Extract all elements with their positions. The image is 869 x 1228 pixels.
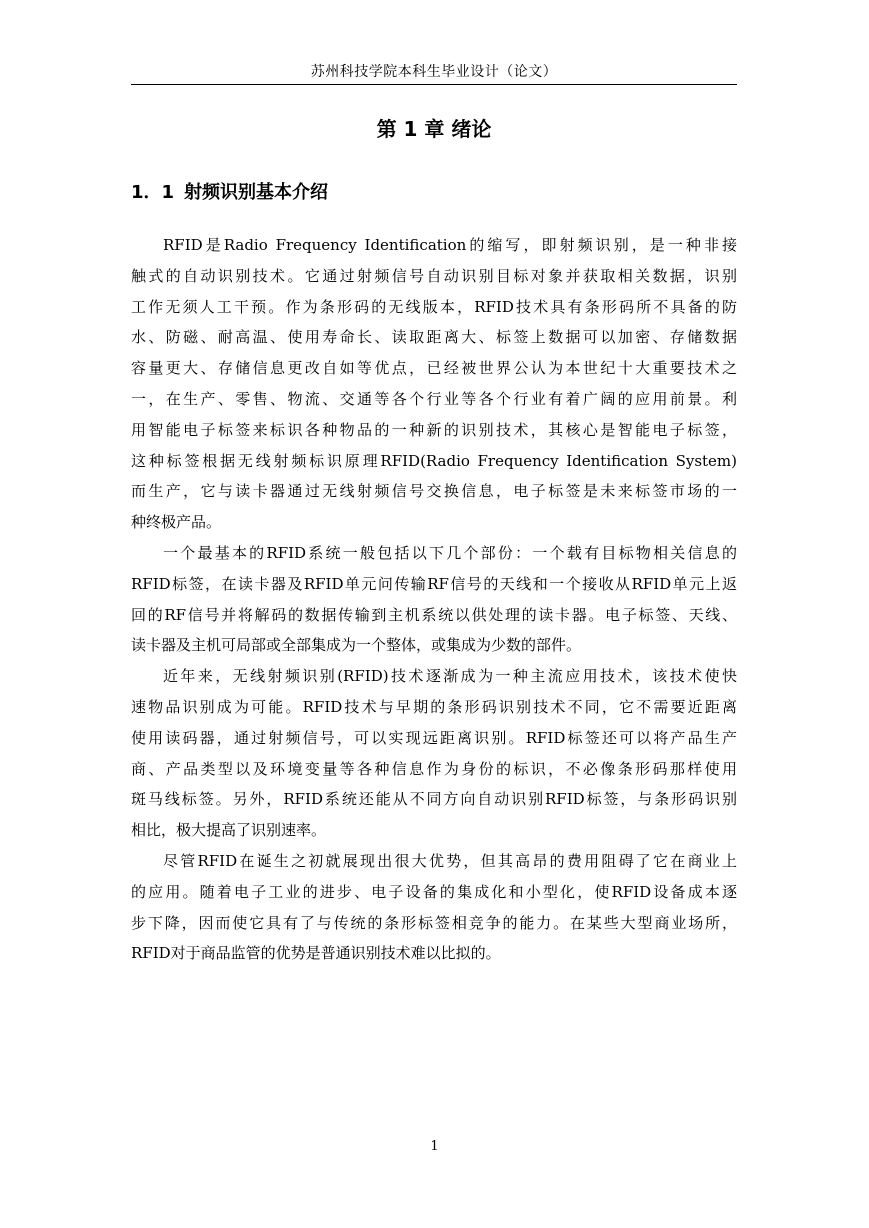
text-line: 一个最基本的RFID系统一般包括以下几个部份：一个载有目标物相关信息的 — [163, 543, 737, 562]
text-line: 工作无须人工干预。作为条形码的无线版本，RFID技术具有条形码所不具备的防 — [131, 297, 737, 316]
text-line: 用智能电子标签来标识各种物品的一种新的识别技术，其核心是智能电子标签， — [131, 420, 737, 439]
text-line: 种终极产品。 — [131, 513, 222, 532]
text-line: 近年来，无线射频识别(RFID)技术逐渐成为一种主流应用技术，该技术使快 — [163, 667, 737, 686]
section-title-text: 射频识别基本介绍 — [184, 182, 329, 203]
text-line: 步下降，因而使它具有了与传统的条形标签相竞争的能力。在某些大型商业场所， — [131, 913, 737, 932]
text-line: 触式的自动识别技术。它通过射频信号自动识别目标对象并获取相关数据，识别 — [131, 266, 737, 285]
text-line: RFID标签，在读卡器及RFID单元问传输RF信号的天线和一个接收从RFID单元上返 — [131, 574, 737, 593]
paragraph-rfid-definition — [131, 230, 737, 538]
text-line: RFID对于商品监管的优势是普通识别技术难以比拟的。 — [131, 944, 501, 963]
text-line: RFID是Radio Frequency Identification的缩写，即射频识别，是一种非接 — [163, 236, 737, 254]
text-line: 斑马线标签。另外，RFID系统还能从不同方向自动识别RFID标签，与条形码识别 — [131, 790, 737, 809]
text-line: 使用读码器，通过射频信号，可以实现远距离识别。RFID标签还可以将产品生产 — [131, 728, 737, 747]
text-line: 的应用。随着电子工业的进步、电子设备的集成化和小型化，使RFID设备成本逐 — [131, 882, 737, 901]
section-number: 1．1 — [131, 182, 175, 203]
text-line: 商、产品类型以及环境变量等各种信息作为身份的标识，不必像条形码那样使用 — [131, 759, 737, 778]
text-line: 而生产，它与读卡器通过无线射频信号交换信息，电子标签是未来标签市场的一 — [131, 482, 737, 501]
text-line: 相比，极大提高了识别速率。 — [131, 821, 327, 840]
text-line: 读卡器及主机可局部或全部集成为一个整体，或集成为少数的部件。 — [131, 636, 582, 655]
body-text — [131, 230, 737, 969]
page-number: 1 — [430, 1139, 439, 1154]
paragraph-rfid-trend — [131, 661, 737, 846]
running-header-title: 苏州科技学院本科生毕业设计（论文） — [310, 64, 558, 80]
text-line: 这种标签根据无线射频标识原理RFID(Radio Frequency Identification System) — [131, 451, 737, 470]
text-line: 容量更大、存储信息更改自如等优点，已经被世界公认为本世纪十大重要技术之 — [131, 359, 737, 378]
running-header — [131, 62, 737, 85]
text-line: 一，在生产、零售、物流、交通等各个行业等各个行业有着广阔的应用前景。利 — [131, 389, 737, 408]
text-line: 回的RF信号并将解码的数据传输到主机系统以供处理的读卡器。电子标签、天线、 — [131, 605, 737, 624]
text-line: 水、防磁、耐高温、使用寿命长、读取距离大、标签上数据可以加密、存储数据 — [131, 328, 737, 347]
section-heading — [131, 178, 328, 208]
text-line: 速物品识别成为可能。RFID技术与早期的条形码识别技术不同，它不需要近距离 — [131, 697, 737, 716]
chapter-title: 第 1 章 绪论 — [376, 117, 492, 141]
text-line: 尽管RFID在诞生之初就展现出很大优势，但其高昂的费用阻碍了它在商业上 — [163, 851, 737, 870]
paragraph-rfid-system — [131, 538, 737, 661]
paragraph-rfid-cost — [131, 846, 737, 969]
